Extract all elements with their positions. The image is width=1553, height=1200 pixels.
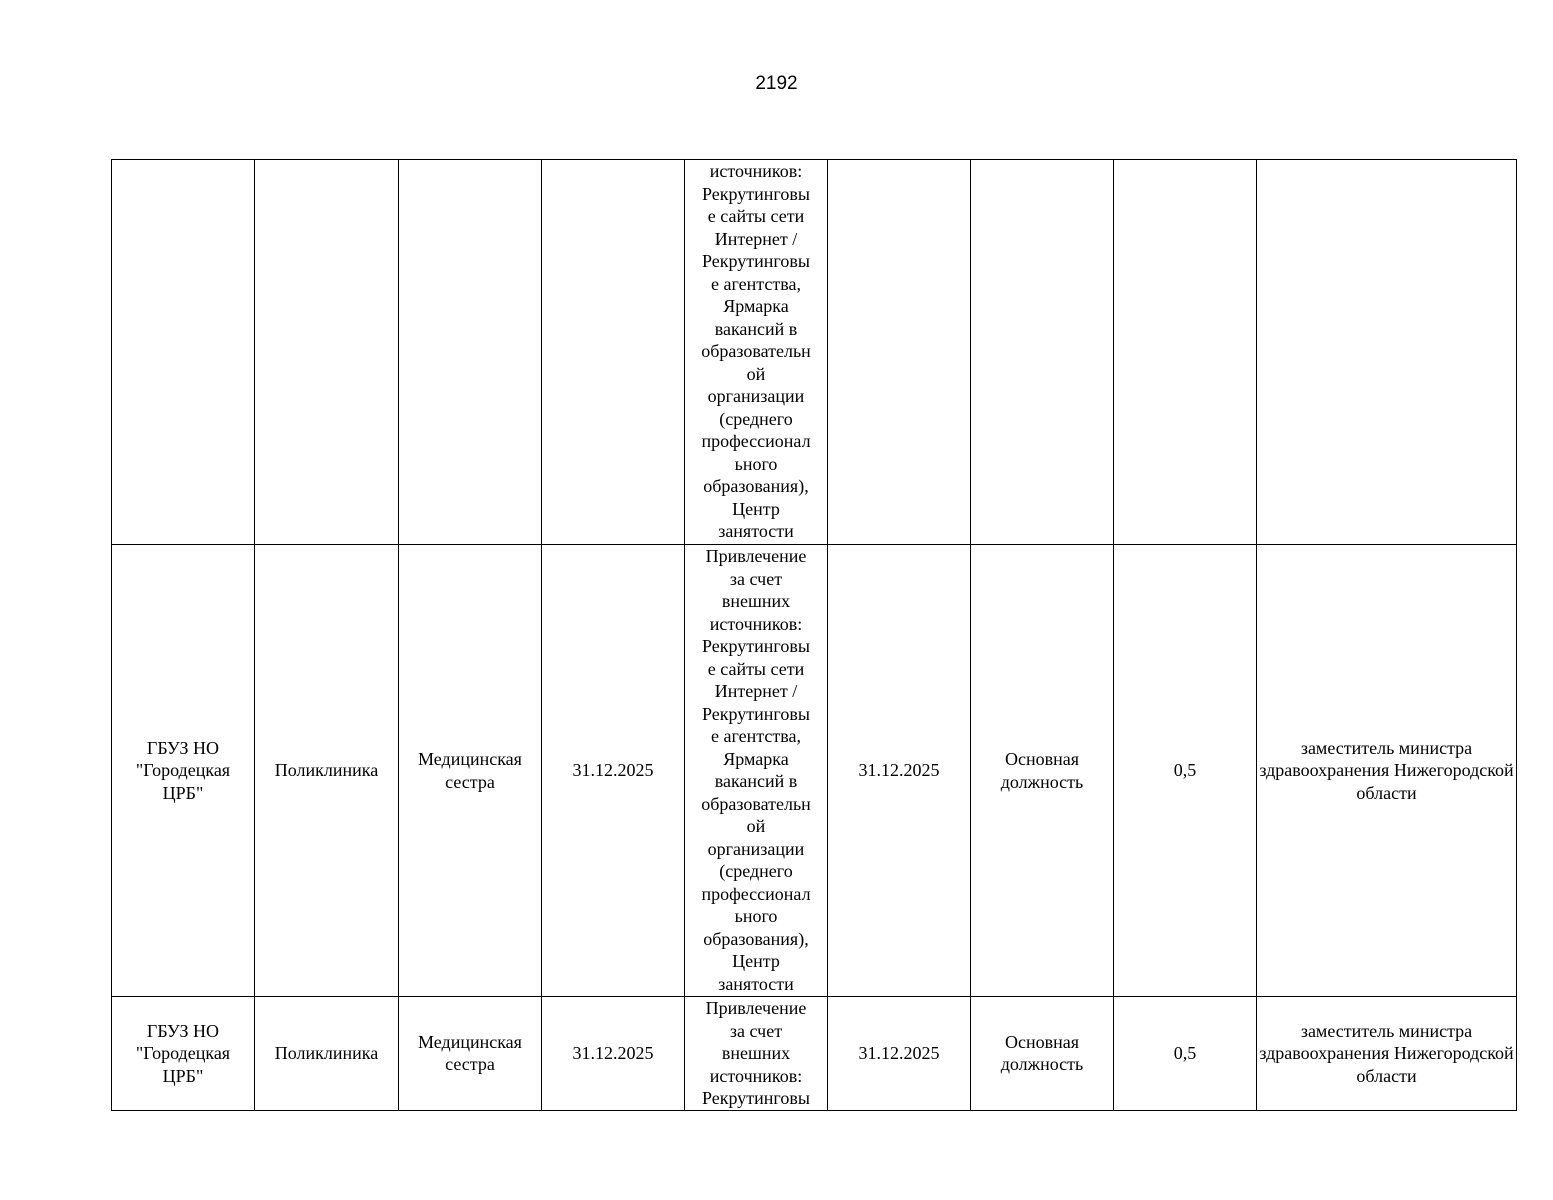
source-line: Ярмарка <box>723 296 789 316</box>
rate-cell: 0,5 <box>1114 997 1257 1111</box>
job-type-cell <box>971 160 1114 545</box>
position-cell: Медицинская сестра <box>399 545 542 997</box>
source-line: внешних <box>721 591 791 611</box>
date-cell <box>542 160 685 545</box>
position-cell: Медицинская сестра <box>399 997 542 1111</box>
source-line: вакансий в <box>714 771 798 791</box>
source-line: образования), <box>703 928 809 949</box>
responsible-cell <box>1257 160 1517 545</box>
date-cell <box>828 160 971 545</box>
department-cell: Поликлиника <box>255 997 399 1111</box>
source-line: источников: <box>709 161 803 181</box>
source-line: Привлечение <box>705 998 807 1018</box>
department-cell: Поликлиника <box>255 545 399 997</box>
organization-cell: ГБУЗ НО "Городецкая ЦРБ" <box>112 997 255 1111</box>
source-line: Интернет / <box>714 681 798 701</box>
source-line: профессионал <box>701 431 811 451</box>
source-cell <box>685 545 828 997</box>
source-line: Привлечение <box>705 546 807 566</box>
source-line: образовательн <box>701 793 811 814</box>
source-line: е агентства, <box>711 273 801 294</box>
position-cell <box>399 160 542 545</box>
source-line: Рекрутинговы <box>702 703 810 724</box>
source-line: ьного <box>734 453 778 474</box>
responsible-cell: заместитель министра здравоохранения Нижегородской области <box>1257 997 1517 1111</box>
responsible-cell: заместитель министра здравоохранения Нижегородской области <box>1257 545 1517 997</box>
source-line: Интернет / <box>714 228 798 249</box>
source-line: (среднего <box>719 861 793 881</box>
source-line: е агентства, <box>711 726 801 746</box>
table-row <box>112 545 1517 997</box>
organization-cell <box>112 160 255 545</box>
source-line: Центр <box>732 498 780 519</box>
source-line: образовательн <box>701 341 811 361</box>
job-type-cell: Основная должность <box>971 997 1114 1111</box>
rate-cell <box>1114 160 1257 545</box>
source-line: ой <box>746 363 766 384</box>
source-line: Рекрутинговы <box>702 251 810 271</box>
rate-cell: 0,5 <box>1114 545 1257 997</box>
source-line: профессионал <box>701 883 811 904</box>
page-number: 2192 <box>755 73 798 94</box>
source-line: ьного <box>734 906 778 926</box>
source-line: Рекрутинговы <box>702 1088 810 1108</box>
source-cell <box>685 997 828 1111</box>
date-cell: 31.12.2025 <box>542 997 685 1111</box>
source-line: е сайты сети <box>707 658 805 679</box>
source-line: Рекрутинговы <box>702 636 810 656</box>
organization-cell: ГБУЗ НО "Городецкая ЦРБ" <box>112 545 255 997</box>
source-line: источников: <box>709 1065 803 1086</box>
source-line: за счет <box>729 1020 783 1041</box>
source-line: е сайты сети <box>707 206 805 226</box>
data-table <box>111 159 1517 1111</box>
source-cell <box>685 160 828 545</box>
source-line: организации <box>707 838 805 859</box>
source-line: занятости <box>718 973 794 994</box>
date-cell: 31.12.2025 <box>828 545 971 997</box>
source-line: за счет <box>729 568 783 589</box>
department-cell <box>255 160 399 545</box>
source-line: внешних <box>721 1043 791 1063</box>
source-line: занятости <box>718 521 794 541</box>
source-line: вакансий в <box>714 318 798 339</box>
table-row <box>112 160 1517 545</box>
source-line: организации <box>707 386 805 406</box>
source-line: Рекрутинговы <box>702 183 810 204</box>
source-line: образования), <box>703 476 809 496</box>
date-cell: 31.12.2025 <box>828 997 971 1111</box>
date-cell: 31.12.2025 <box>542 545 685 997</box>
source-line: ой <box>746 816 766 836</box>
source-line: Ярмарка <box>723 748 789 769</box>
job-type-cell: Основная должность <box>971 545 1114 997</box>
source-line: (среднего <box>719 408 793 429</box>
source-line: Центр <box>732 951 780 971</box>
table-row <box>112 997 1517 1111</box>
source-line: источников: <box>709 613 803 634</box>
